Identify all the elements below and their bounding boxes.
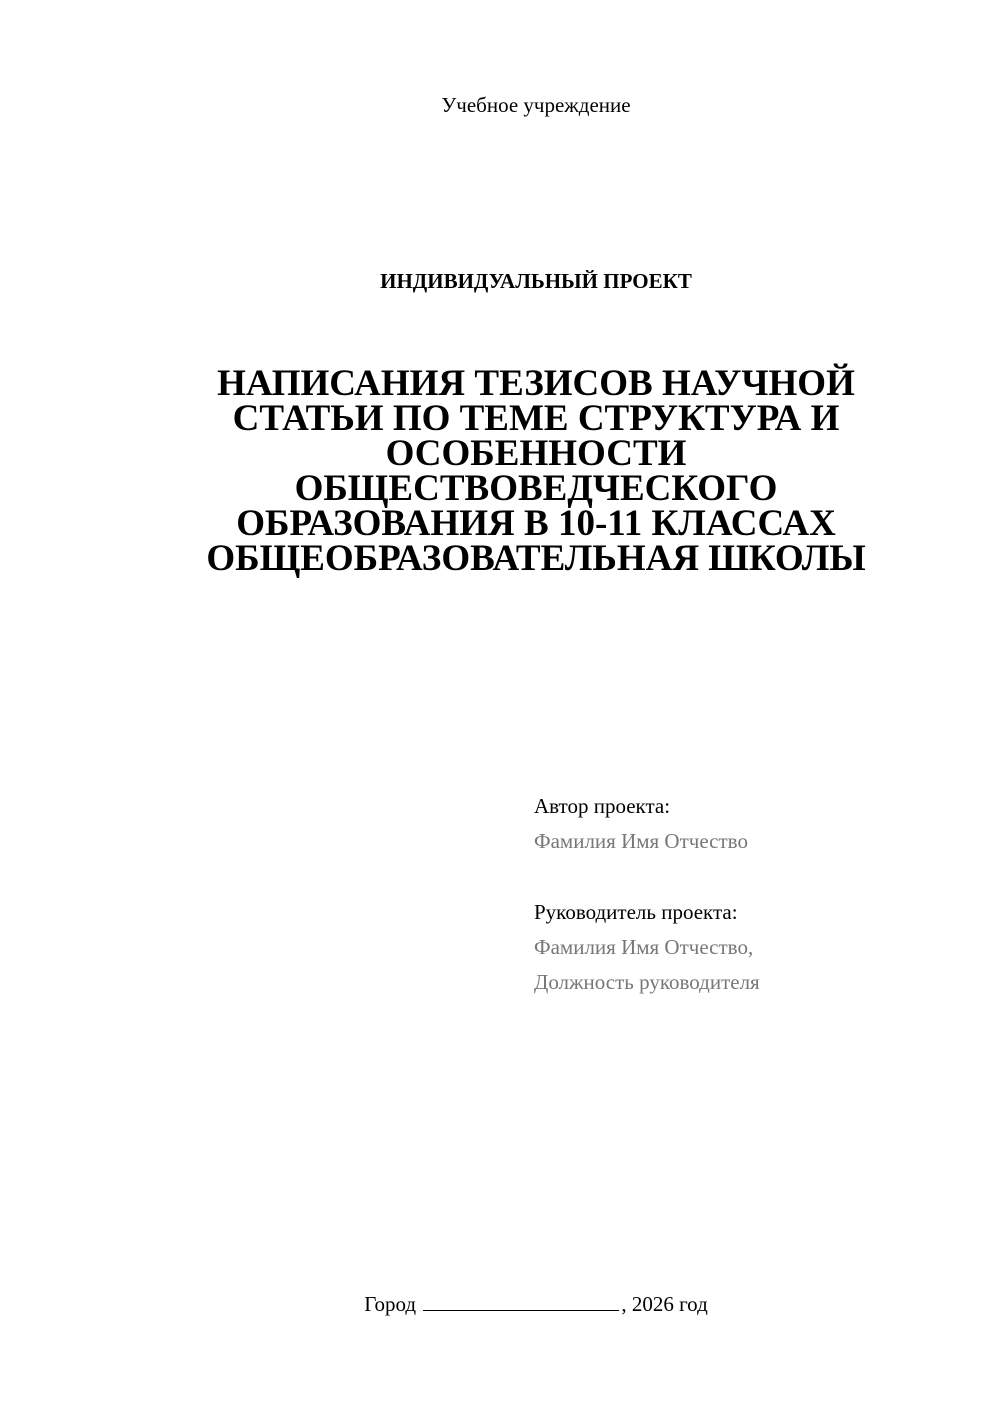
title-line: ОБЩЕСТВОВЕДЧЕСКОГО	[294, 468, 778, 509]
spacer	[534, 859, 974, 895]
city-blank-line	[423, 1292, 619, 1311]
supervisor-name: Фамилия Имя Отчество,	[534, 935, 754, 959]
title-line: ОСОБЕННОСТИ	[385, 433, 687, 474]
title-line: ОБЩЕОБРАЗОВАТЕЛЬНАЯ ШКОЛЫ	[206, 538, 866, 579]
year-text: , 2026 год	[621, 1292, 708, 1316]
project-type-heading: ИНДИВИДУАЛЬНЫЙ ПРОЕКТ	[380, 269, 692, 293]
author-name: Фамилия Имя Отчество	[534, 829, 748, 853]
city-label: Город	[364, 1292, 417, 1316]
institution-name: Учебное учреждение	[441, 93, 631, 117]
project-info-block	[534, 789, 974, 1000]
author-label: Автор проекта:	[534, 794, 671, 818]
supervisor-label: Руководитель проекта:	[534, 900, 738, 924]
title-line: ОБРАЗОВАНИЯ В 10-11 КЛАССАХ	[236, 503, 836, 544]
title-line: СТАТЬИ ПО ТЕМЕ СТРУКТУРА И	[232, 398, 840, 439]
supervisor-position: Должность руководителя	[534, 970, 760, 994]
city-year-line	[0, 1290, 1000, 1318]
project-title	[0, 363, 1000, 579]
title-line: НАПИСАНИЯ ТЕЗИСОВ НАУЧНОЙ	[217, 363, 855, 404]
